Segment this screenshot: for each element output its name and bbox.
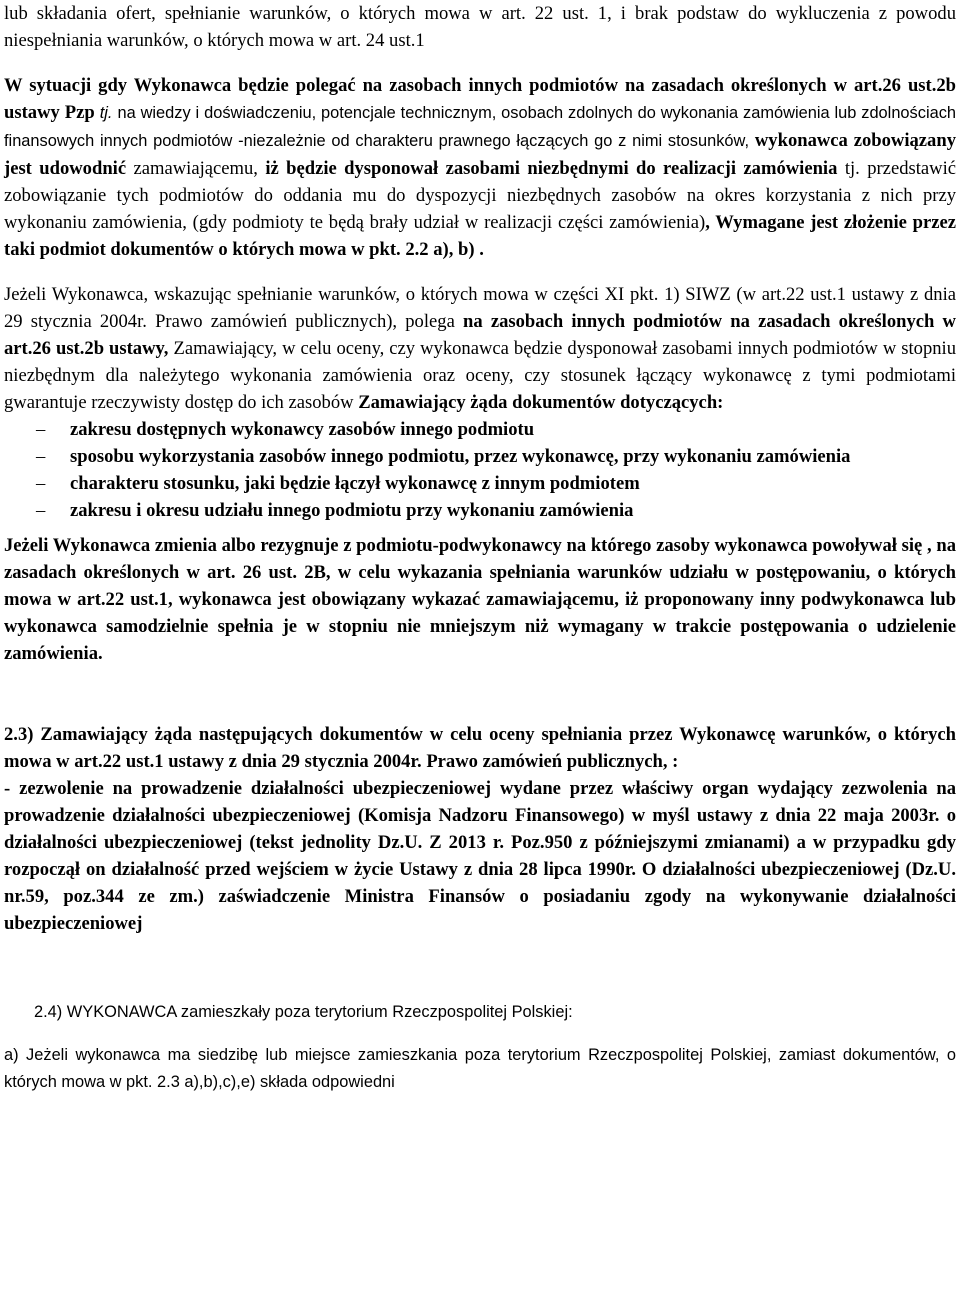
bold-text: W sytuacji gdy Wykonawca będzie polegać na zasobach innych podmiotów na zasadach określonych w art.26 ust.2b ustawy Pzp (4, 75, 956, 123)
paragraph-conditions: lub składania ofert, spełnianie warunków, o których mowa w art. 22 ust. 1, i brak podstaw do wykluczenia z powodu niespełniania warunków, o których mowa w art. 24 ust.1 (4, 3, 956, 51)
list-item: – sposobu wykorzystania zasobów innego podmiotu, przez wykonawcę, przy wykonaniu zamówienia (4, 443, 956, 470)
normal-text: tj. przedstawić zobowiązanie tych podmiotów do oddania mu do dyspozycji niezbędnych zasobów na okres korzystania z nich przy wykonaniu zamówienia, (gdy podmioty te będą brały udział w realizacji części zamówienia) (4, 158, 956, 233)
bold-text: iż będzie dysponował zasobami niezbędnymi do realizacji zamówienia (265, 158, 838, 179)
italic-text: tj. (99, 104, 113, 122)
section-2-3-heading: 2.3) Zamawiający żąda następujących dokumentów w celu oceny spełniania przez Wykonawcę warunków, o których mowa w art.22 ust.1 ustawy z dnia 29 stycznia 2004r. Prawo zamówień publicznych, : (4, 724, 956, 772)
normal-text: Jeżeli Wykonawca, wskazując spełnianie warunków, o których mowa w części XI pkt. 1) SIWZ (w art.22 ust.1 ustawy z dnia 29 stycznia 2004r. Prawo zamówień publicznych), polega (4, 284, 956, 332)
bold-text: , Wymagane jest złożenie przez taki podmiot dokumentów o których mowa w pkt. 2.2 a), b) . (4, 212, 956, 260)
spacer (4, 524, 956, 532)
normal-text: Zamawiający, w celu oceny, czy wykonawca będzie dysponował zasobami innych podmiotów w stopniu niezbędnym dla należytego wykonania zamówienia oraz oceny, czy stosunek łączący wykonawcę z tymi podmiotami gwarantuje rzeczywisty dostęp do ich zasobów (4, 338, 957, 413)
spacer (4, 1026, 956, 1042)
list-item: – zakresu dostępnych wykonawcy zasobów innego podmiotu (4, 416, 956, 443)
spacer (4, 667, 956, 721)
normal-text: zamawiającemu, (133, 158, 258, 179)
paragraph-documents-required (4, 281, 956, 416)
sans-text: na wiedzy i doświadczeniu, potencjale technicznym, osobach zdolnych do wykonania zamówienia lub zdolnościach finansowych innych podmiotów -niezależnie od charakteru prawnego łączących go z nimi stosunków, (4, 104, 957, 150)
paragraph-foreign-contractor: a) Jeżeli wykonawca ma siedzibę lub miejsce zamieszkania poza terytorium Rzeczpospolitej Polskiej, zamiast dokumentów, o których mowa w pkt. 2.3 a),b),c),e) składa odpowiedni (4, 1046, 956, 1091)
paragraph-insurance-permit: - zezwolenie na prowadzenie działalności ubezpieczeniowej wydane przez właściwy organ wydający zezwolenia na prowadzenie działalności ubezpieczeniowej (Komisja Nadzoru Finansowego) w myśl ustawy z dnia 22 maja 2003r. o działalności ubezpieczeniowej (tekst jednolity Dz.U. Z 2013 r. Poz.950 z późniejszymi zmianami) a w przypadku gdy rozpoczął on działalność przed wejściem w życie Ustawy z dnia 28 lipca 1990r. O działalności ubezpieczeniowej (Dz.U. nr.59, poz.344 ze zm.) zaświadczenie Ministra Finansów o posiadaniu zgody na wykonywanie działalności ubezpieczeniowej (4, 778, 956, 934)
spacer (4, 54, 956, 72)
bold-text: wykonawca zobowiązany jest udowodnić (4, 130, 956, 179)
requirements-list (4, 416, 956, 524)
paragraph-other-entities (4, 72, 956, 263)
spacer (4, 263, 956, 281)
bold-text: Zamawiający żąda dokumentów dotyczących: (358, 392, 724, 413)
list-item: – charakteru stosunku, jaki będzie łączył wykonawcę z innym podmiotem (4, 470, 956, 497)
paragraph-subcontractor-change: Jeżeli Wykonawca zmienia albo rezygnuje z podmiotu-podwykonawcy na którego zasoby wykonawca powoływał się , na zasadach określonych w art. 26 ust. 2B, w celu wykazania spełniania warunków udziału w postępowaniu, o których mowa w art.22 ust.1, wykonawca jest obowiązany wykazać zamawiającemu, iż proponowany inny podwykonawca lub wykonawca samodzielnie spełnia je w stopniu nie mniejszym niż wymagany w trakcie postępowania o udzielenie zamówienia. (4, 535, 956, 664)
section-2-4-heading: 2.4) WYKONAWCA zamieszkały poza terytorium Rzeczpospolitej Polskiej: (34, 1003, 573, 1021)
list-item: – zakresu i okresu udziału innego podmiotu przy wykonaniu zamówienia (4, 497, 956, 524)
spacer (4, 937, 956, 999)
bold-text: na zasobach innych podmiotów na zasadach określonych w art.26 ust.2b ustawy, (4, 311, 956, 359)
